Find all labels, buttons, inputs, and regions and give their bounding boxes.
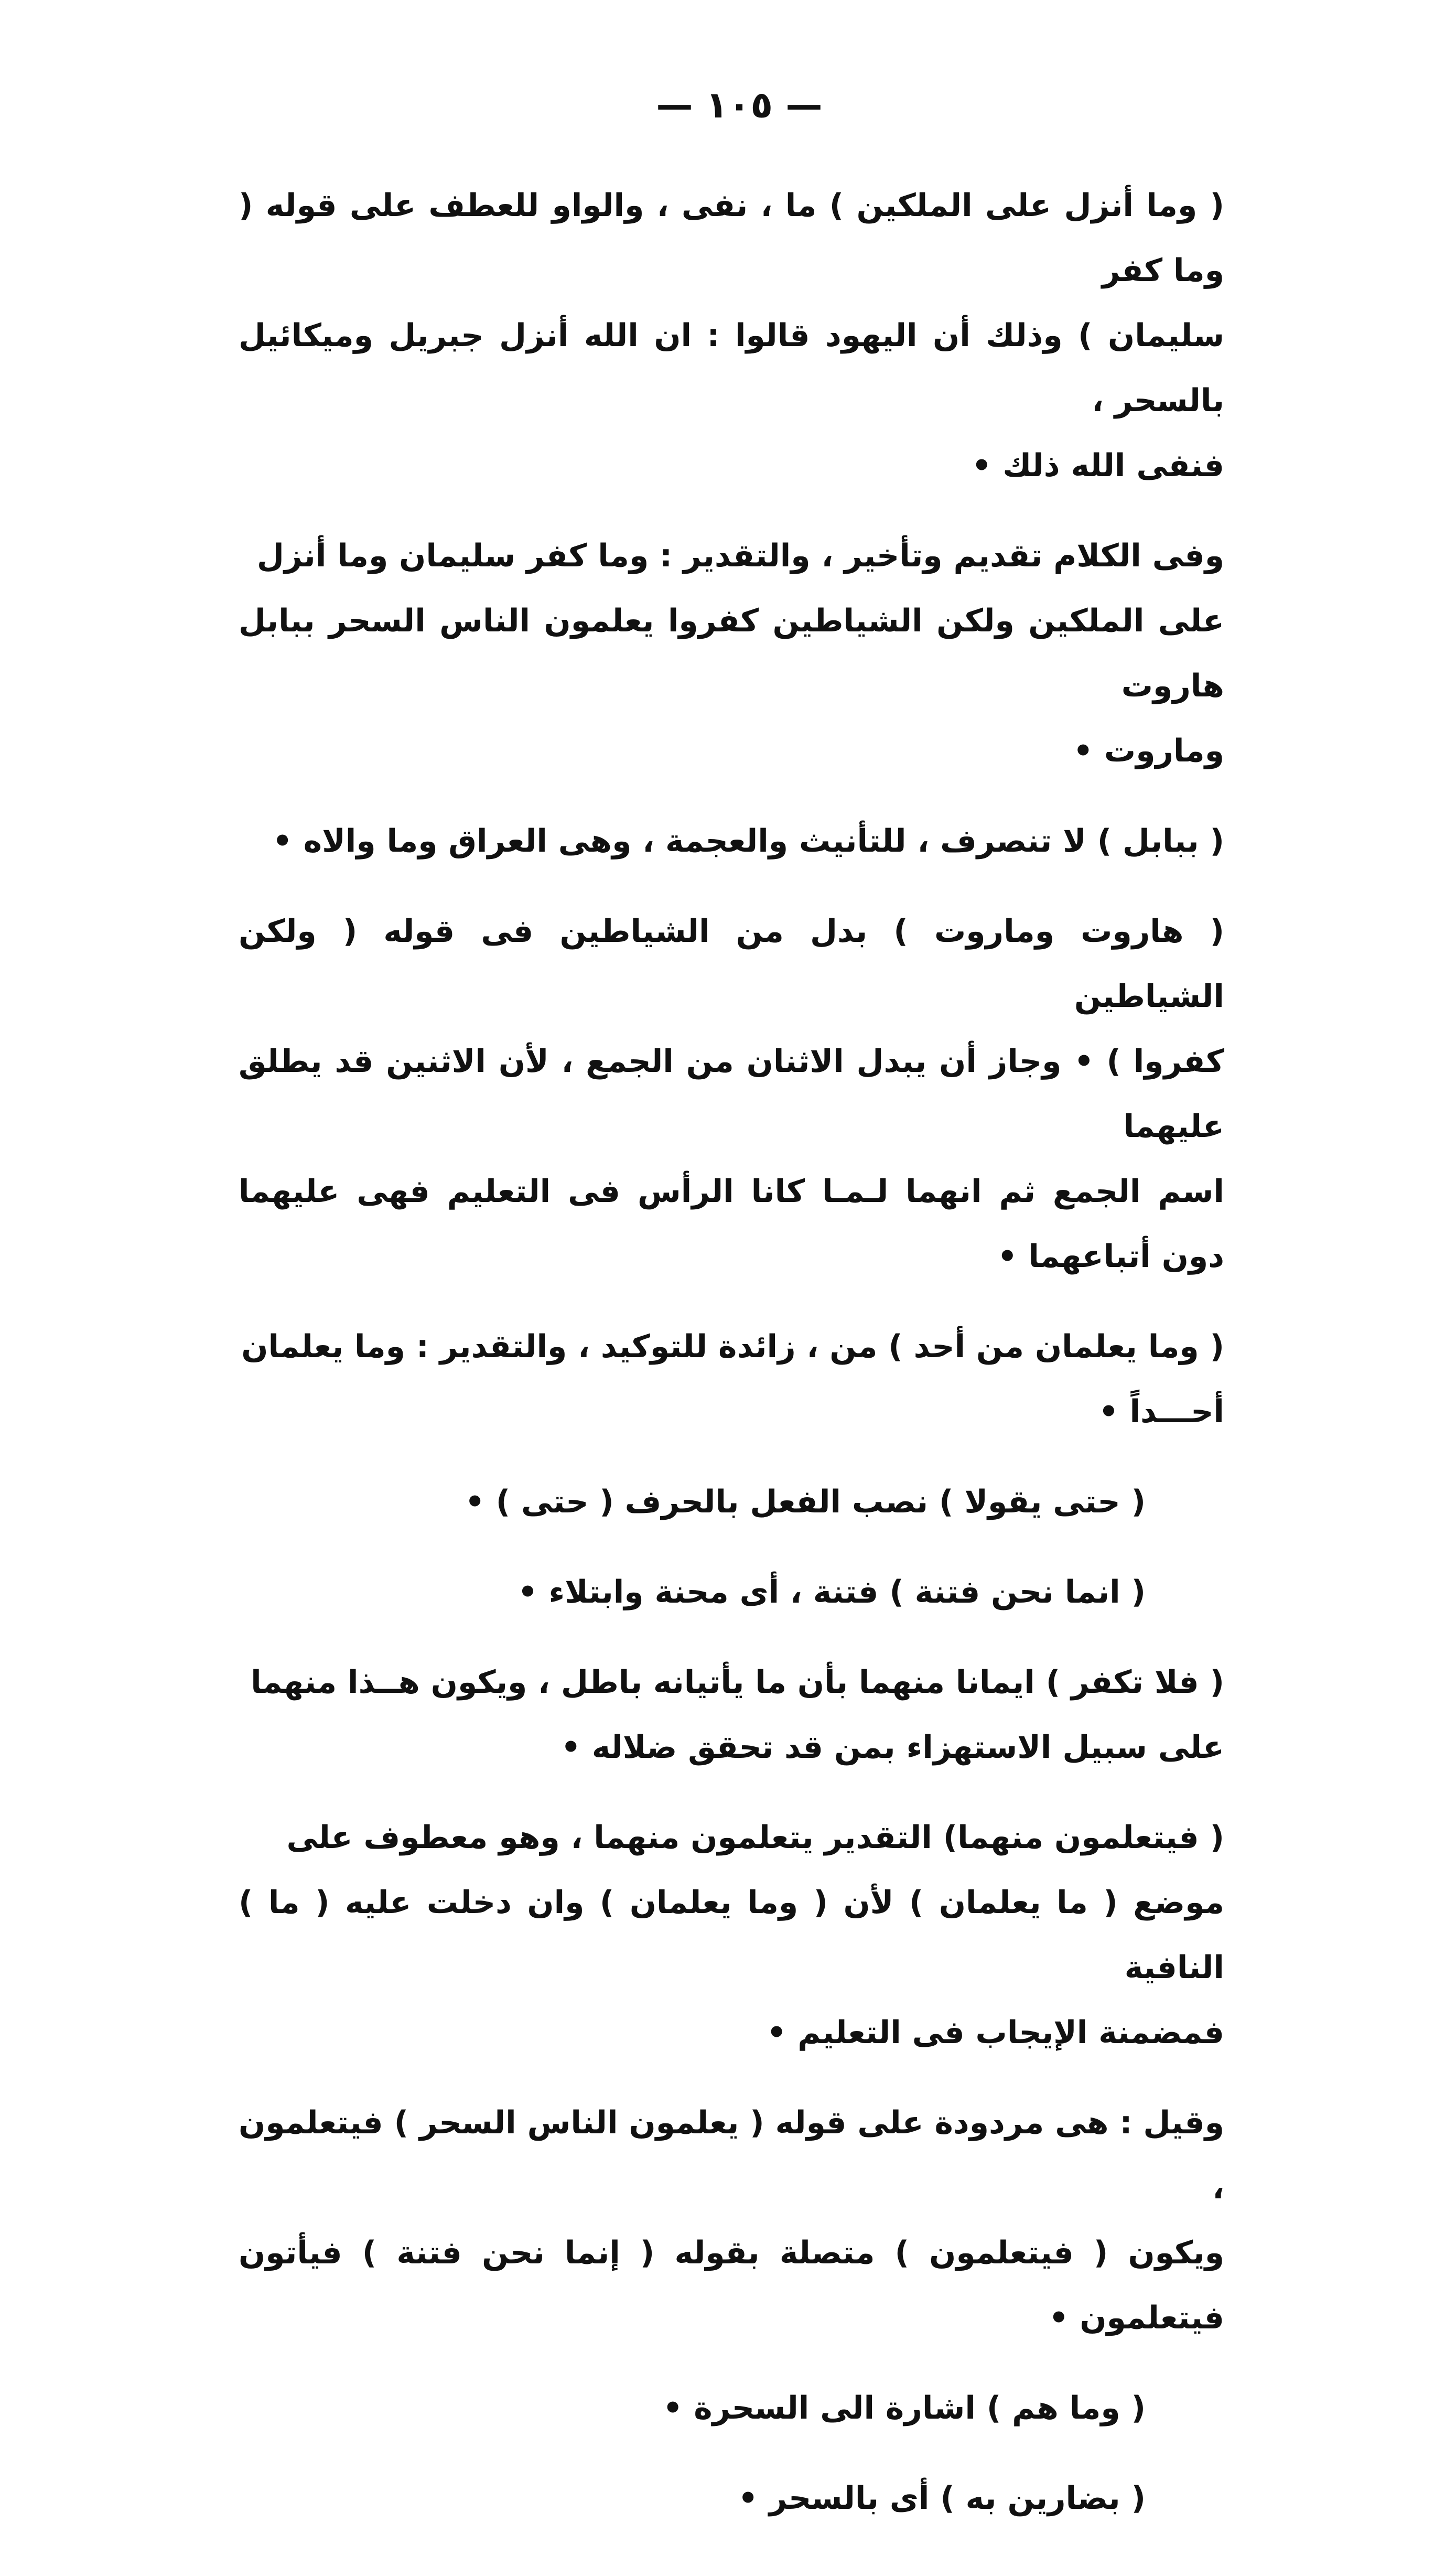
paragraph-10: وقيل : هى مردودة على قوله ( يعلمون الناس السحر ) فيتعلمون ، ويكون ( فيتعلمون ) متصلة بقوله ( إنما نحن فتنة ) فيأتون فيتعلمون • <box>239 2104 1224 2336</box>
page-number: — ١٠٥ — <box>656 83 823 126</box>
paragraph-8: ( فلا تكفر ) ايمانا منهما بأن ما يأتيانه باطل ، ويكون هــذا منهما على سبيل الاستهزاء بمن قد تحقق ضلاله • <box>251 1664 1224 1766</box>
paragraph-7: ( انما نحن فتنة ) فتنة ، أى محنة وابتلاء • <box>517 1574 1146 1610</box>
paragraph-11: ( وما هم ) اشارة الى السحرة • <box>662 2390 1146 2426</box>
paragraph-2: وفى الكلام تقديم وتأخير ، والتقدير : وما كفر سليمان وما أنزل على الملكين ولكن الشياطين كفروا يعلمون الناس السحر ببابل هاروت وماروت • <box>239 538 1224 769</box>
paragraph-9: ( فيتعلمون منهما) التقدير يتعلمون منهما ، وهو معطوف على موضع ( ما يعلمان ) لأن ( وما يعلمان ) وان دخلت عليه ( ما ) النافية فمضمنة الإيجاب فى التعليم • <box>239 1819 1224 2051</box>
paragraph-3: ( ببابل ) لا تنصرف ، للتأنيث والعجمة ، وهى العراق وما والاه • <box>272 823 1224 860</box>
paragraph-4: ( هاروت وماروت ) بدل من الشياطين فى قوله ( ولكن الشياطين كفروا ) • وجاز أن يبدل الاثنان من الجمع ، لأن الاثنين قد يطلق عليهما اسم الجمع ثم انهما لـمـا كانا الرأس فى التعليم فهى عليهما دون أتباعهما • <box>239 913 1224 1275</box>
paragraph-5: ( وما يعلمان من أحد ) من ، زائدة للتوكيد ، والتقدير : وما يعلمان أحـــداً • <box>241 1328 1224 1430</box>
page-body <box>239 173 1224 2556</box>
paragraph-1: ( وما أنزل على الملكين ) ما ، نفى ، والواو للعطف على قوله ( وما كفر سليمان ) وذلك أن اليهود قالوا : ان الله أنزل جبريل وميكائيل بالسحر ، فنفى الله ذلك • <box>239 187 1224 484</box>
paragraph-12: ( بضارين به ) أى بالسحر • <box>738 2480 1146 2517</box>
paragraph-6: ( حتى يقولا ) نصب الفعل بالحرف ( حتى ) • <box>465 1484 1146 1520</box>
